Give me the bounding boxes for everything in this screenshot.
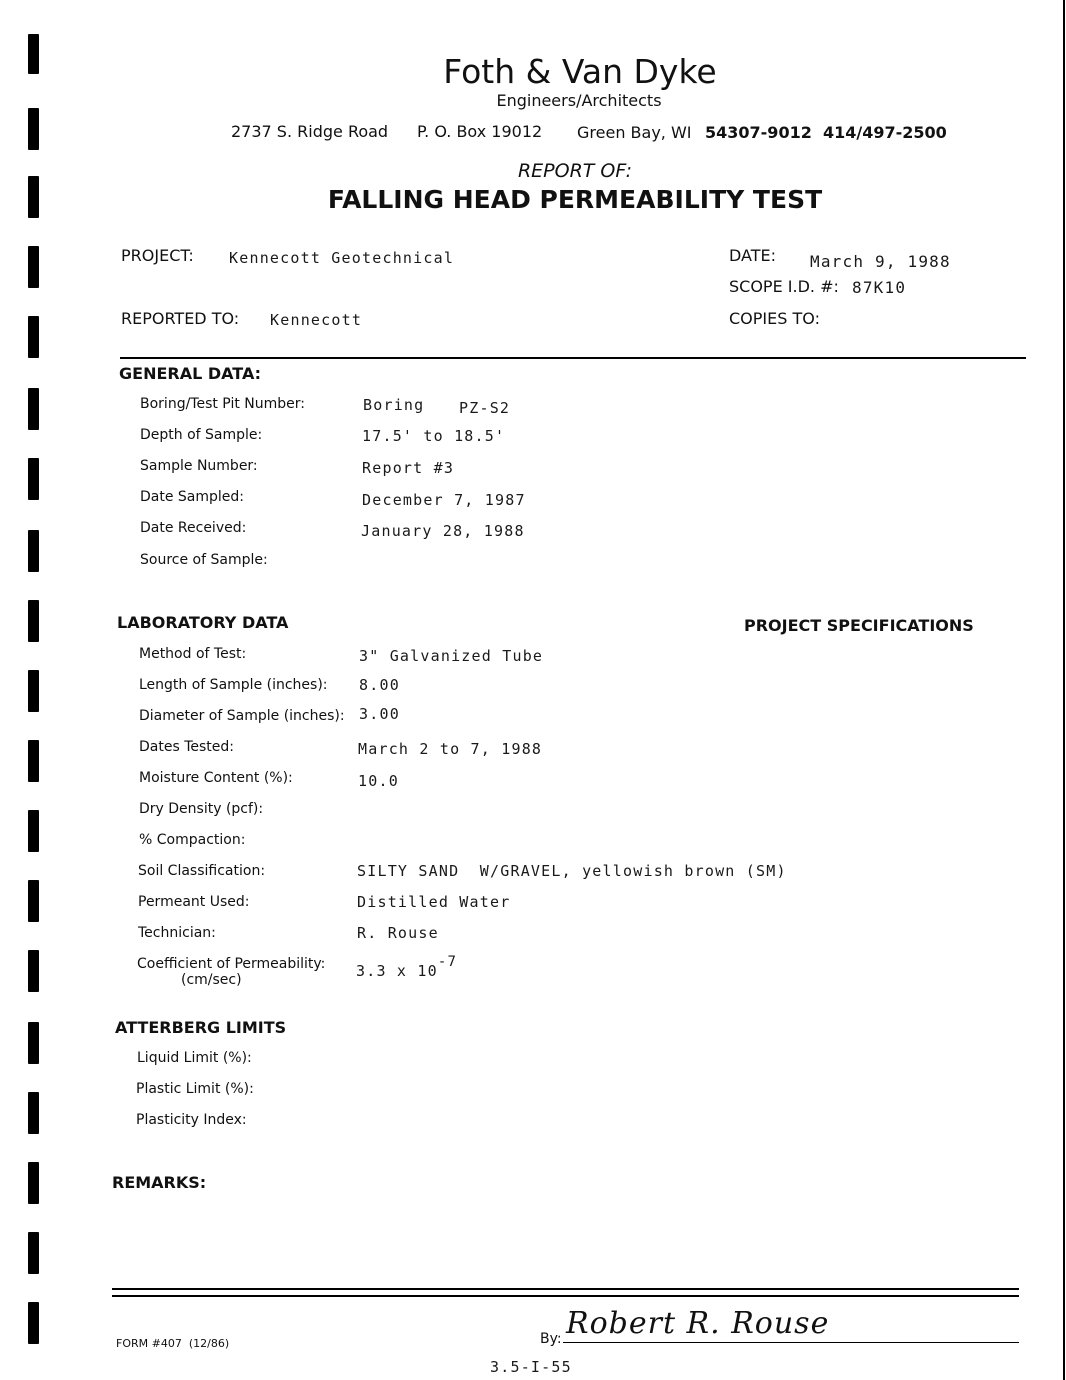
lab-row-value: 3.00 xyxy=(359,705,400,723)
signature-line xyxy=(563,1342,1019,1343)
lab-row-label: Diameter of Sample (inches): xyxy=(139,708,345,724)
lab-row-label: Method of Test: xyxy=(139,646,247,662)
scope-id-value: 87K10 xyxy=(852,278,907,297)
general-row-label: Sample Number: xyxy=(140,458,258,474)
coefficient-label: Coefficient of Permeability: xyxy=(137,956,326,972)
company-address: 2737 S. Ridge Road xyxy=(231,122,389,141)
report-of-label: REPORT OF: xyxy=(517,160,633,182)
coefficient-value xyxy=(356,954,458,980)
signed-by-label: By: xyxy=(540,1331,562,1347)
date-value: March 9, 1988 xyxy=(810,252,951,271)
lab-row-value: Distilled Water xyxy=(357,893,511,911)
company-city: Green Bay, WI xyxy=(577,123,692,142)
general-row-value: Report #3 xyxy=(362,459,455,477)
project-label: PROJECT: xyxy=(121,246,194,265)
company-po-box: P. O. Box 19012 xyxy=(417,122,543,141)
general-row-label: Date Sampled: xyxy=(140,489,245,505)
remarks-heading: REMARKS: xyxy=(112,1173,207,1192)
lab-row-value: 10.0 xyxy=(358,772,399,790)
general-row-label: Boring/Test Pit Number: xyxy=(140,396,305,412)
header-divider xyxy=(120,357,1026,359)
reported-to-label: REPORTED TO: xyxy=(121,309,240,328)
general-row-label: Date Received: xyxy=(140,520,247,536)
lab-row-label: Technician: xyxy=(138,925,216,941)
lab-row-label: Moisture Content (%): xyxy=(139,770,293,786)
general-row-label: Source of Sample: xyxy=(140,552,268,568)
date-label: DATE: xyxy=(729,246,777,265)
company-subtitle: Engineers/Architects xyxy=(496,91,662,110)
company-phone: 414/497-2500 xyxy=(823,123,947,142)
general-data-heading: GENERAL DATA: xyxy=(119,364,262,383)
lab-row-label: Permeant Used: xyxy=(138,894,250,910)
signature: Robert R. Rouse xyxy=(566,1306,830,1341)
boring-number-value: PZ-S2 xyxy=(459,399,511,417)
form-number: FORM #407 (12/86) xyxy=(116,1337,230,1350)
lab-row-label: % Compaction: xyxy=(139,832,246,848)
general-row-value: Boring xyxy=(363,396,425,414)
atterberg-row-label: Plasticity Index: xyxy=(136,1112,247,1128)
lab-row-value: March 2 to 7, 1988 xyxy=(358,740,543,758)
atterberg-row-label: Plastic Limit (%): xyxy=(136,1081,254,1097)
scope-id-label: SCOPE I.D. #: xyxy=(729,277,839,296)
general-row-label: Depth of Sample: xyxy=(140,427,263,443)
coefficient-base: 3.3 x 10 xyxy=(356,962,438,980)
lab-row-value: R. Rouse xyxy=(357,924,439,942)
general-row-value: December 7, 1987 xyxy=(362,491,526,509)
lab-row-value: 8.00 xyxy=(359,676,400,694)
footer-rule-top xyxy=(112,1288,1019,1290)
lab-row-value: 3" Galvanized Tube xyxy=(359,647,544,665)
lab-row-label: Soil Classification: xyxy=(138,863,266,879)
atterberg-row-label: Liquid Limit (%): xyxy=(137,1050,252,1066)
lab-row-label: Dry Density (pcf): xyxy=(139,801,264,817)
lab-row-label: Dates Tested: xyxy=(139,739,234,755)
lab-row-value: SILTY SAND W/GRAVEL, yellowish brown (SM) xyxy=(357,862,787,880)
atterberg-limits-heading: ATTERBERG LIMITS xyxy=(115,1018,287,1037)
general-row-value: 17.5' to 18.5' xyxy=(362,427,506,445)
project-specifications-heading: PROJECT SPECIFICATIONS xyxy=(744,616,974,635)
footer-rule-bottom xyxy=(112,1295,1019,1297)
project-value: Kennecott Geotechnical xyxy=(229,249,455,267)
report-title: FALLING HEAD PERMEABILITY TEST xyxy=(327,185,823,214)
company-name: Foth & Van Dyke xyxy=(443,52,717,91)
laboratory-data-heading: LABORATORY DATA xyxy=(117,613,289,632)
lab-row-label: Length of Sample (inches): xyxy=(139,677,328,693)
general-row-value: January 28, 1988 xyxy=(361,522,525,540)
coefficient-unit: (cm/sec) xyxy=(181,972,242,988)
coefficient-exponent: -7 xyxy=(437,954,458,970)
copies-to-label: COPIES TO: xyxy=(729,309,820,328)
company-zip: 54307-9012 xyxy=(705,123,812,142)
page-code: 3.5-I-55 xyxy=(490,1358,572,1376)
reported-to-value: Kennecott xyxy=(270,311,363,329)
